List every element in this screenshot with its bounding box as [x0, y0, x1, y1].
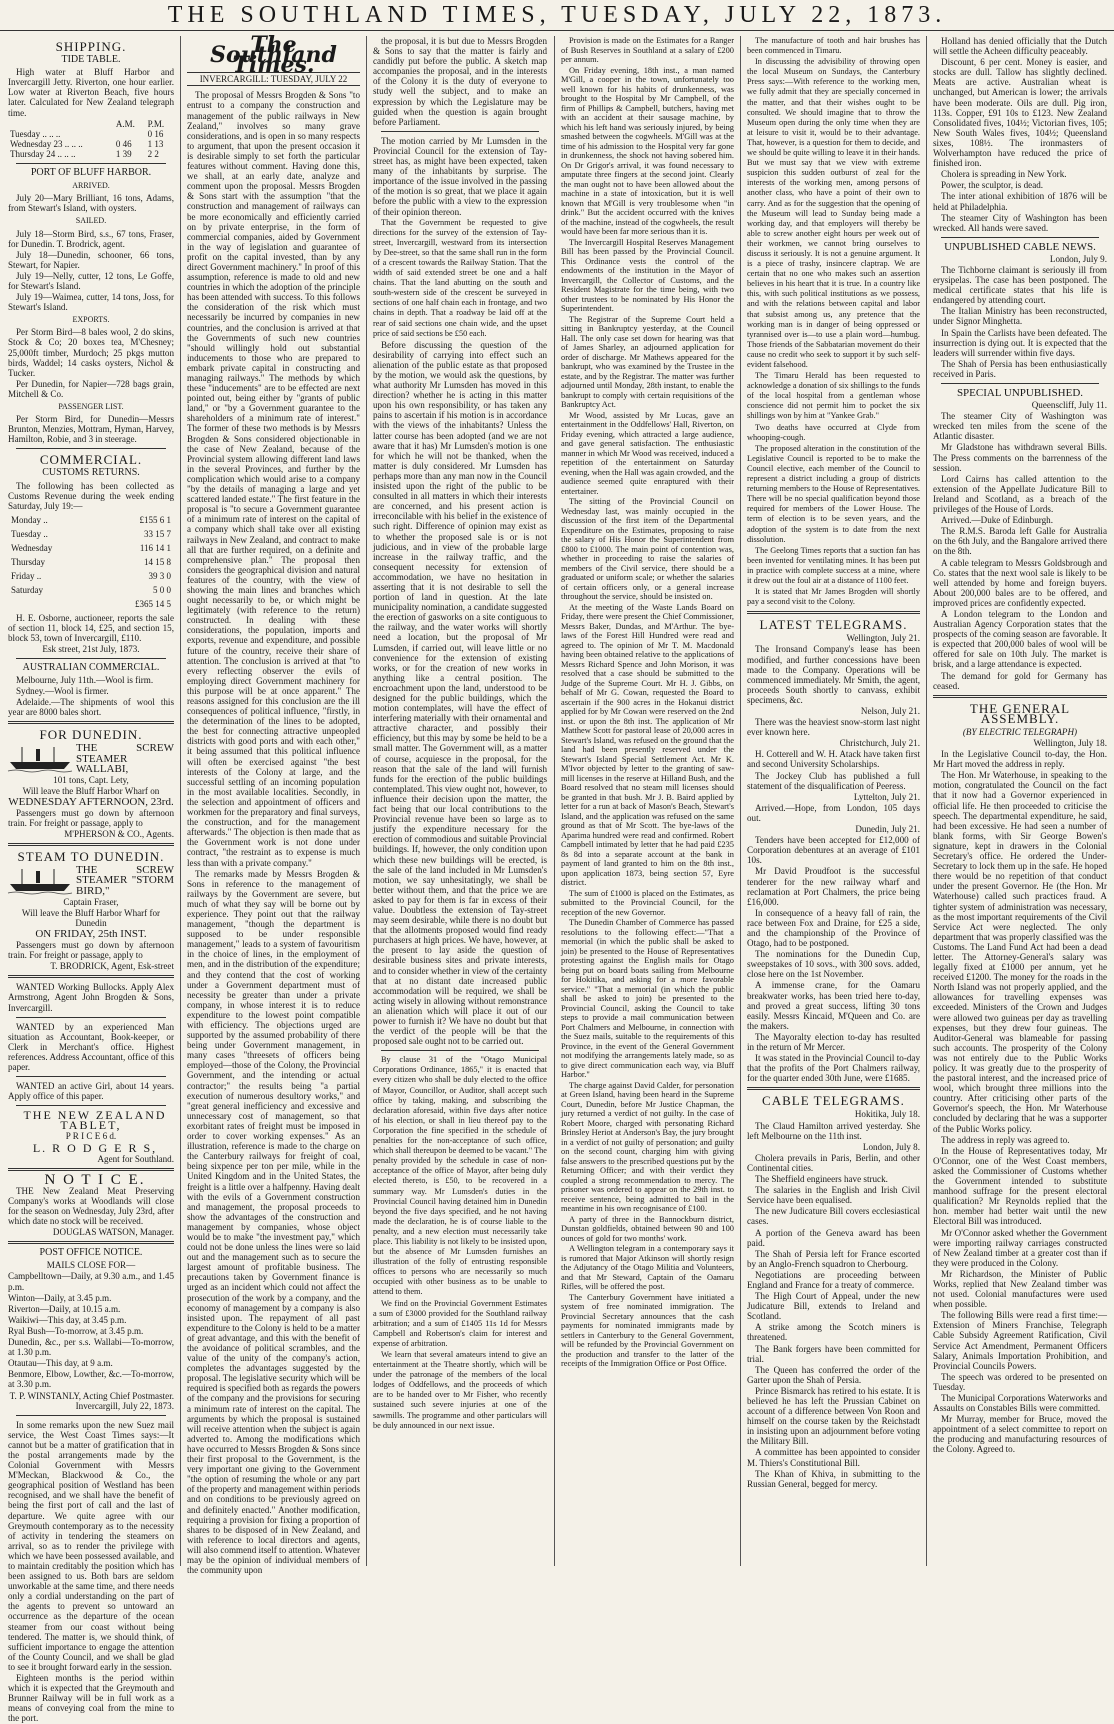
- customs-day: Tuesday ..: [11, 528, 48, 539]
- telegram-item: The Bank forgers have been committed for trial.: [747, 1343, 920, 1364]
- divider: [381, 1050, 539, 1051]
- article-paragraph: The Canterbury Government have initiated a system of free nominated immigration. The Provincial Secretary announces that the cash payments for nominated immigrants made by settlers in Canterbury to the General Government, will be refunded by the Provincial Government on the production and transfer to the latter of the receipts of the Immigration Office or Post Office.: [561, 1292, 734, 1368]
- divider: [16, 1017, 166, 1018]
- aus-text: Melbourne, July 11th.—Wool is firm.: [16, 674, 154, 685]
- dateline: Dunedin, July 21.: [855, 824, 920, 835]
- wallabi-day: WEDNESDAY AFTERNOON, 23rd.: [8, 795, 174, 808]
- steam-heading: STEAM TO DUNEDIN.: [17, 849, 165, 865]
- tide-cell: 1 39: [115, 148, 132, 159]
- telegram-item: The Queen has conferred the order of the Garter upon the Shah of Persia.: [747, 1364, 920, 1385]
- article-paragraph: the proposal, it is but due to Messrs Brogden & Sons to say that the matter is fairly and candidly put before the public. A sketch map accompanies the proposal, and in the interests of the Colony it is the duty of everyone to study well the subject, and to make an expression by which the Legislature may be guided when the question is again brought before Parliament.: [373, 36, 547, 127]
- article-paragraph: At the meeting of the Waste Lands Board on Friday, there were present the Chief Commissioner, Messrs Baker, Dundas, and M'Arthur. The bye-laws of the Forest Hill Hundred were read and agreed to. The opinion of Mr T. M. Macdonald having been obtained relative to the applications of Messrs Richard Spence and John Morison, it was resolved that a case should be submitted to the Judge of the Supreme Court. Mr H. J. Gibbs, on behalf of Mr G. Cowan, requested the Board to ascertain if the 900 acres in the Hokanui district applied for by Mr Cowan were reserved on the 2nd inst. or upon the 8th inst. The application of Mr Matthew Scott for pastoral lease of 20,000 acres in Stewart's Island, was refused on the ground that the land had been presently reserved under the Stewart's Island Special Settlement Act. Mr K. M'Ivor objected by letter to the granting of saw-mill licenses in the reserve at Hilland Bush, and the Board resolved that no steam mill licenses should be granted in that bush. Mr J. B. Baird applied by letter for a run at back of Mason's Beach, Stewart's Island, and the application was refused on the same ground as that of Mr Scott. The bye-laws of the Aparima hundred were read and confirmed. Robert Campbell intimated by letter that he had paid £235 8s 8d into a separate account at the bank in payment of land granted to him on the 8th inst., upon application 1873, being section 57, Eyre district.: [561, 602, 734, 887]
- column-4: [561, 36, 734, 1570]
- tide-cell: 1 13: [147, 138, 164, 149]
- mail-item: Winton—Daily, at 3.45 p.m.: [8, 1292, 112, 1303]
- dateline: London, July 8.: [862, 1141, 920, 1152]
- passenger-label: PASSENGER LIST.: [58, 402, 124, 411]
- special-unpublished-heading: SPECIAL UNPUBLISHED.: [956, 387, 1084, 399]
- telegram-item: It was stated in the Provincial Council to-day that the profits of the Port Chalmers railway, for the quarter ended 30th June, were £1685.: [747, 1053, 920, 1084]
- dateline: Hokitika, July 18.: [854, 1109, 920, 1120]
- column-rule: [926, 36, 927, 1566]
- storm-headline: THE SCREW STEAMER "STORM BIRD,": [76, 864, 174, 897]
- wallabi-headline: THE SCREW STEAMER WALLABI,: [76, 742, 174, 775]
- telegram-item: The salaries in the English and Irish Civil Service have been equalised.: [747, 1185, 920, 1206]
- divider: [941, 237, 1099, 238]
- telegram-item: The new Judicature Bill covers ecclesiastical cases.: [747, 1206, 920, 1227]
- customs-day: Wednesday: [11, 543, 53, 554]
- passenger-text: Per Storm Bird, for Dunedin—Messrs Brunton, Menzies, Mottram, Hyman, Harvey, Hamilton, Robie, and 3 in steerage.: [8, 414, 174, 445]
- divider: [16, 163, 166, 164]
- tide-cell: Thursday 24 .. .. ..: [10, 148, 76, 159]
- divider: [381, 131, 539, 132]
- customs-intro: The following has been collected as Customs Revenue during the week ending Saturday, July 19:—: [8, 480, 174, 511]
- wallabi-agent: M'PHERSON & CO., Agents.: [64, 829, 174, 840]
- storm-day: ON FRIDAY, 25th INST.: [35, 927, 147, 940]
- esk-text: Esk street, 21st July, 1873.: [42, 643, 140, 654]
- article-paragraph: In the House of Representatives today, Mr O'Connor, one of the West Coast members, asked the Commissioner of Customs whether the Government intended to substitute manhood suffrage for the present electoral qualification? Mr Reynolds replied that the hon. member had better wait until the new Electoral Bill was introduced.: [933, 1145, 1107, 1227]
- article-paragraph: We learn that several amateurs intend to give an entertainment at the Theatre shortly, which will be under the patronage of the members of the local lodges of Oddfellows, and the proceeds of which are to be handed over to Mr Fisher, who recently sustained such severe injuries at one of the sawmills. The programme and other particulars will be duly announced in our next issue.: [373, 1350, 547, 1430]
- article-paragraph: The Invercargill Hospital Reserves Management Bill has been passed by the Provincial Council. This Ordinance vests the control of the endowments of the institution in the Mayor of Invercargill, the Collector of Customs, and the Resident Magistrate for the time being, with two other trustees to be nominated by His Honor the Superintendent.: [561, 237, 734, 313]
- tablet-title: THE NEW ZEALAND TABLET,: [23, 1108, 167, 1133]
- notice-signature: DOUGLAS WATSON, Manager.: [52, 1227, 174, 1238]
- dateline: Lyttelton, July 21.: [853, 791, 920, 802]
- wallabi-tons: 101 tons, Capt. Lety,: [53, 774, 129, 785]
- telegram-item: The Shah of Persia left for France escorted by an Anglo-French squadron to Cherbourg.: [747, 1248, 920, 1269]
- article-paragraph: The Geelong Times reports that a suction fan has been invented for ventilating mines. It has been put in practice with complete success at a mine, where it drew out the foul air at a distance of 1100 feet.: [747, 545, 920, 585]
- telegram-item: The steamer City of Washington was wrecked ten miles from the scene of the Atlantic disaster.: [933, 411, 1107, 442]
- general-assembly-heading: THE GENERAL ASSEMBLY.: [969, 700, 1071, 726]
- for-dunedin-heading: FOR DUNEDIN.: [39, 727, 143, 743]
- newspaper-logo: The Southland Times.: [210, 32, 337, 79]
- mail-item: Waikiwi—This day, at 3.45 p.m.: [8, 1314, 127, 1325]
- divider: [16, 658, 166, 659]
- article-paragraph: In the Legislative Council to-day, the Hon. Mr Hart moved the address in reply.: [933, 749, 1107, 770]
- customs-amount: 14 15 8: [144, 557, 171, 568]
- article-paragraph: The sum of £1000 is placed on the Estimates, as submitted to the Provincial Council, for the reception of the new Governor.: [561, 888, 734, 917]
- telegram-item: Lord Cairns has called attention to the extension of the Appellate Judicature Bill to Ireland and Scotland, as a breach of the privileges of the House of Lords.: [933, 473, 1107, 515]
- telegram-item: In Spain the Carlists have been defeated. The insurrection is dying out. It is expected that the leaders will surrender within five days.: [933, 327, 1107, 358]
- storm-will: Will leave the Bluff Harbor Wharf for Dunedin: [21, 907, 161, 928]
- article-paragraph: The charge against David Calder, for personation at Green Island, having been heard in the Supreme Court, Dunedin, before Mr Justice Chapman, the jury returned a verdict of not guilty. In the case of Robert Moore, charged with personating Richard Brinsley Heriot at Anderson's Bay, the jury brought in a verdict of not guilty of personation; and guilty on the second count, charging him with giving false answers to the prescribed questions put by the Returning Officer; and with their verdict they coupled a strong recommendation to mercy. The prisoner was ordered to appear on the 29th inst. to receive sentence, being admitted to bail in the meantime in his own recognisance of £100.: [561, 1080, 734, 1213]
- customs-table: [8, 512, 174, 613]
- column-5: [747, 36, 920, 1570]
- article-paragraph: The speech was ordered to be presented on Tuesday.: [933, 1371, 1107, 1392]
- article-paragraph: The manufacture of tooth and hair brushes has been commenced in Timaru.: [747, 36, 920, 56]
- port-heading: PORT OF BLUFF HARBOR.: [30, 167, 152, 179]
- telegram-item: Mr David Proudfoot is the successful tenderer for the new railway wharf and reclamation at Port Chalmers, the price being £16,000.: [747, 866, 920, 907]
- telegram-item: Negotiations are proceeding between England and France for a treaty of commerce.: [747, 1269, 920, 1290]
- column-rule: [180, 36, 181, 1566]
- telegram-item: Cholera is spreading in New York.: [941, 169, 1067, 180]
- telegram-item: The Italian Ministry has been reconstructed, under Signor Minghetta.: [933, 306, 1107, 327]
- telegram-item: Arrived.—Hope, from London, 105 days out.: [747, 802, 920, 823]
- customs-day: Thursday: [11, 557, 45, 568]
- tide-table: [8, 119, 174, 159]
- tide-head: P.M.: [147, 118, 165, 129]
- article-paragraph: The Municipal Corporations Waterworks and Assaults on Constables Bills were committed.: [933, 1393, 1107, 1414]
- mail-item: Benmore, Elbow, Lowther, &c.—To-morrow, at 3.30 p.m.: [8, 1369, 175, 1390]
- tide-cell: 0 46: [115, 138, 132, 149]
- sailed-text: July 19—Waimea, cutter, 14 tons, Joss, for Stewart's Island.: [8, 292, 174, 313]
- column-1: [8, 36, 175, 1724]
- aus-text: Adelaide.—The shipments of wool this year are 8000 bales short.: [8, 697, 174, 718]
- telegram-item: The Claud Hamilton arrived yesterday. She left Melbourne on the 11th inst.: [747, 1120, 920, 1141]
- telegram-item: The demand for gold for Germany has ceased.: [933, 670, 1107, 691]
- article-paragraph: On Friday evening, 18th inst., a man named M'Gill, a cooper in the town, unfortunately too well known for his habits of drunkenness, was brought to the Hospital by Mr Campbell, of the firm of Phillips & Campbell, butchers, having met with an accident at their sausage machine, by which his left hand was seriously injured, by being smashed between the cogwheels. M'Gill was at the time of his admission to the Hospital very far gone in drunkenness, the shock not having sobered him. On Dr Grigor's arrival, it was found necessary to amputate three fingers at the second joint. Clearly the man ought not to have been allowed about the machine in a state of intoxication, but it is well known that M'Gill is very troublesome when "in drink." But the accident occurred with the knives of the machine, instead of the cogwheels, the result would have been far more serious than it is.: [561, 65, 734, 236]
- article-paragraph: A party of three in the Bannockburn district, Dunstan goldfields, obtained between 90 and 100 ounces of gold for two months' work.: [561, 1214, 734, 1243]
- divider: [8, 721, 174, 724]
- wallabi-will: Will leave the Bluff Harbor Wharf on: [22, 785, 160, 796]
- dateline: Queenscliff, July 11.: [1031, 400, 1107, 411]
- article-paragraph: That the Government be requested to give directions for the survey of the extension of Tay-street, Invercargill, westward from its intersection by Dee-street, so that the same shall run in the form of a crescent towards the Railway Station. That the width of said extended street be one and a half chains. That the land abutting on the south and south-western side of the crescent be surveyed in sections of one half chain each in frontage, and two chains in depth. That a roadway be laid off at the rear of said sections one chain wide, and the upset price of said sections be £50 each.: [373, 217, 547, 338]
- steamship-icon: [8, 745, 72, 773]
- tide-cell: [114, 129, 146, 139]
- customs-day: Monday ..: [11, 514, 48, 525]
- column-rule: [554, 36, 555, 1566]
- aus-text: Sydney.—Wool is firmer.: [16, 686, 109, 697]
- exports-text: Per Storm Bird—8 bales wool, 2 do skins, Stock & Co; 20 boxes tea, M'Chesney; 25,000ft timber, Murdoch; 25 pkgs mutton birds, Waddel; 14 casks oysters, Nichol & Tucker.: [8, 327, 174, 378]
- article-paragraph: The Hon. Mr Waterhouse, in speaking to the motion, congratulated the Council on the fact that it now had a Governor experienced in official life. He then proceeded to criticise the speech. The departmental expenditure, he said, had been excessive. He had seen a number of blank forms, with Sir George Bowen's signature, kept in drawers in the Colonial Secretary's office. He ordered the Under-Secretary to lock them up in the safe. He hoped there would be no repetition of that conduct under the present Governor. He (the Hon. Mr Waterhouse) called such practices fraud. A tighter system of administration was necessary, as the most important requirements of the Civil Service Act were neglected. The only department that was properly classified was the Customs. The Land Fund Act had been a dead letter. The Attorney-General's salary was legally fixed at £1000 per annum, yet he received £1200. The money for the roads in the North Island was not properly applied, and the allowances for travelling expenses was exceeded. Ministers of the Crown and Judges were allowed two guineas per day as travelling expenses, but they drew four guineas. The Auditor-General was blameable for passing such accounts. The prosperity of the Colony was not entirely due to the Public Works policy. It was greatly due to the prosperity of the pastoral interest, and the increased price of wool, which brought three millions into the country. After criticising other parts of the Governor's speech, the Hon. Mr Waterhouse concluded by declaring that he was a supporter of the Public Works policy.: [933, 770, 1107, 1134]
- divider: [747, 1087, 920, 1090]
- article-paragraph: The proposed alteration in the constitution of the Legislative Council is reported to be to make the Council elective, each member of the Council to represent a district including a group of districts returning members to the House of Representatives. There will be no special qualification beyond those required for members of the Lower House. The term of election is to be seven years, and the adoption of the system is to date from the next dissolution.: [747, 443, 920, 544]
- customs-heading: CUSTOMS RETURNS.: [42, 467, 140, 479]
- telegram-item: In consequence of a heavy fall of rain, the race between Fox and Draine, for £25 a side, and the championship of the Province of Otago, had to be postponed.: [747, 907, 920, 949]
- unpublished-cable-heading: UNPUBLISHED CABLE NEWS.: [944, 240, 1096, 253]
- arrived-text: July 20—Mary Brilliant, 16 tons, Adams, from Stewart's Island, with oysters.: [8, 193, 174, 214]
- tide-cell: Wednesday 23 .. .. ..: [10, 138, 83, 149]
- telegram-item: The inter ational exhibition of 1876 will be held at Philadelphia.: [933, 191, 1107, 212]
- tide-head: [8, 119, 114, 129]
- storm-captain: Captain Fraser,: [63, 896, 119, 907]
- dateline: London, July 9.: [1049, 253, 1107, 264]
- telegram-item: Discount, 6 per cent. Money is easier, and stocks are dull. Tallow has slightly declined. Meats are active. Australian wheat is unchanged, but American is lower; the arrivals have been moderate. Oils are dull. Pig iron, 113s. Copper, £91 10s to £123. New Zealand Consolidated fives, 104½; Victorian fives, 105; New South Wales fives, 104½; Queensland sixes, 108½. The ironmasters of Wolverhampton have reduced the price of finished iron.: [933, 57, 1107, 169]
- mail-item: Otautau—This day, at 9 a.m.: [8, 1358, 113, 1369]
- telegram-item: H. Cotterell and W. H. Atack have taken first and second University Scholarships.: [747, 749, 920, 770]
- customs-amount: 33 15 7: [144, 528, 171, 539]
- mail-item: Campbelltown—Daily, at 9.30 a.m., and 1.45 p.m.: [8, 1271, 174, 1292]
- telegram-item: The Sheffield engineers have struck.: [755, 1174, 888, 1185]
- article-paragraph: The motion carried by Mr Lumsden in the Provincial Council for the extension of Tay-street has, as might have been expected, taken many of the inhabitants by surprise. The importance of the issue involved in the passing of the motion is so great, that we place it again before the public with a view to the expression of their opinion thereon.: [373, 135, 547, 217]
- article-paragraph: The address in reply was agreed to.: [941, 1134, 1070, 1145]
- telegram-item: The Shah of Persia has been enthusiastically received in Paris.: [933, 358, 1107, 379]
- article-paragraph: Provision is made on the Estimates for a Ranger of Bush Reserves in Southland at a salary of £200 per annum.: [561, 36, 734, 64]
- dateline: Christchurch, July 21.: [839, 738, 920, 749]
- article-paragraph: Eighteen months is the period within which it is expected that the Greymouth and Brunner Railway will be in full work as a means of conveying coal from the mine to the port.: [8, 1673, 174, 1724]
- telegram-item: The Khan of Khiva, in submitting to the Russian General, begged for mercy.: [747, 1468, 920, 1489]
- wallabi-pass: Passengers must go down by afternoon train. For freight or passage, apply to: [8, 808, 174, 829]
- sailed-text: July 18—Storm Bird, s.s., 67 tons, Fraser, for Dunedin. T. Brodrick, agent.: [8, 228, 174, 249]
- storm-agent: T. BRODRICK, Agent, Esk-street: [50, 961, 174, 972]
- divider: [8, 843, 174, 846]
- article-paragraph: A Wellington telegram in a contemporary says it is rumored that Major Atkinson will shortly resign the Adjutancy of the Otago Militia and Volunteers, and that Mr Steward, Captain of the Oamaru Rifles, will be offered the post.: [561, 1244, 734, 1291]
- mail-item: Dunedin, &c., per s.s. Wallabi—To-morrow, at 1.30 p.m.: [8, 1337, 174, 1358]
- telegram-item: A immense crane, for the Oamaru breakwater works, has been tried here to-day, and proved a great success, lifting 30 tons easily. Messrs Kincaid, M'Queen and Co. are the makers.: [747, 980, 920, 1031]
- telegram-item: The R.M.S. Baroda left Galle for Australia on the 6th July, and the Bangalore arrived there on the 8th.: [933, 526, 1107, 557]
- aus-heading: AUSTRALIAN COMMERCIAL.: [22, 661, 160, 673]
- divider: [16, 1415, 166, 1416]
- divider: [8, 1241, 174, 1244]
- customs-amount: 116 14 1: [139, 543, 171, 554]
- customs-amount: 5 0 0: [153, 585, 171, 596]
- telegram-item: The High Court of Appeal, under the new Judicature Bill, extends to Ireland and Scotland.: [747, 1291, 920, 1322]
- mail-item: Ryal Bush—To-morrow, at 3.45 p.m.: [8, 1325, 144, 1336]
- telegram-item: The Tichborne claimant is seriously ill from erysipelas. The case has been postponed. The medical certificate states that his life is endangered by attending court.: [933, 264, 1107, 306]
- column-6: [933, 36, 1107, 1570]
- telegram-item: Holland has denied officially that the Dutch will settle the Acheen difficulty peaceably.: [933, 36, 1107, 57]
- telegram-item: The Ironsand Company's lease has been modified, and further concessions have been made to the Company. Operations will be commenced immediately. Mr Smith, the agent, proceeds South shortly to canvass, exhibit specimens, &c.: [747, 644, 920, 705]
- telegram-item: The Jockey Club has published a full statement of the disqualification of Peeress.: [747, 770, 920, 791]
- customs-amount: 39 3 0: [148, 571, 171, 582]
- column-rule: [740, 36, 741, 1566]
- arrived-label: ARRIVED.: [72, 181, 110, 191]
- tide-note: High water at Bluff Harbor and Invercargill Jetty. Riverton, one hour earlier. Low water at Riverton Beach, five hours later. Calculated for New Zealand telegraph time.: [8, 67, 174, 118]
- divider: [16, 448, 166, 449]
- article-paragraph: Two deaths have occurred at Clyde from whooping-cough.: [747, 422, 920, 442]
- osborne-text: H. E. Osborne, auctioneer, reports the sale of section 11, block 14, £25, and section 15, block 53, town of Invercargill, £110.: [8, 612, 174, 643]
- sailed-text: July 19—Nelly, cutter, 12 tons, Le Goffe, for Stewart's Island.: [8, 270, 174, 291]
- article-paragraph: We find on the Provincial Government Estimates a sum of £3000 provided for the Southland railway arbitration; and a sum of £1405 11s 1d for Messrs Campbell and Robertson's claim for interest and expense of arbitration.: [373, 1298, 547, 1348]
- telegram-item: A London telegram to the London and Australian Agency Corporation states that the prospects of the coming season are favorable. It is expected that 200,000 bales of wool will be offered for sale on 10th July. The market is brisk, and a large attendance is expected.: [933, 608, 1107, 670]
- dateline: Wellington, July 21.: [846, 633, 920, 644]
- telegram-item: Power, the sculptor, is dead.: [941, 180, 1044, 191]
- column-2: [187, 32, 360, 1576]
- dateline: Nelson, July 21.: [860, 706, 920, 716]
- telegram-item: The nominations for the Dunedin Cup, sweepstakes of 10 sovs., with 300 sovs. added, close here on the 1st November.: [747, 949, 920, 980]
- dateline: Wellington, July 18.: [1033, 738, 1107, 748]
- customs-day: Friday ..: [11, 571, 42, 582]
- telegram-item: A cable telegram to Messrs Goldsbrough and Co. states that the next wool sale is likely to be well attended by home and foreign buyers. About 200,000 bales are to be offered, and improved prices are confidently expected.: [933, 557, 1107, 608]
- wanted-ad: WANTED Working Bullocks. Apply Alex Armstrong, Agent John Brogden & Sons, Invercargill.: [8, 982, 174, 1013]
- telegram-item: The Mayoralty election to-day has resulted in the return of Mr Mercer.: [747, 1031, 920, 1052]
- divider: [747, 611, 920, 614]
- article-paragraph: Mr O'Connor asked whether the Government were importing railway carriages constructed of New Zealand timber at a greater cost than if they were produced in the Colony.: [933, 1227, 1107, 1268]
- tide-cell: 0 16: [147, 128, 164, 139]
- latest-telegrams-heading: LATEST TELEGRAMS.: [759, 617, 908, 633]
- tablet-price: P R I C E 6 d.: [65, 1131, 117, 1142]
- wanted-ad: WANTED an active Girl, about 14 years. Apply office of this paper.: [8, 1081, 174, 1102]
- article-paragraph: Mr Richardson, the Minister of Public Works, replied that New Zealand timber was not used. Colonial manufactures were used when possible.: [933, 1268, 1107, 1310]
- article-paragraph: The remarks made by Messrs Brogden & Sons in reference to the management of railways by the Government are severe, but much of what they say will be borne out by experience. They point out that the railway management, "though the department is supposed to be under responsible management," leads to a system of favouritism in the choice of lines, in the employment of men, and in the distribution of the expenditure; and they contend that the cost of working under a Government department must of necessity be greater than under a private company, in whose interest it is to reduce expenditure to the lowest point compatible with efficiency. The objections urged are supported by the assumed probability of there being under Government management, in many cases "threesets of officers being employed—those of the Colony, the Provincial Government, and the intending or actual contractor;" the results being "a partial execution of numerous desultory works," and "great general inefficiency and excessive and unnecessary cost of management, so that exorbitant rates of freight must be imposed in order to cover working expenses." As an illustration, reference is made to the charge on the Canterbury railways for freight of coal, being sixpence per ton per mile, while in the United Kingdom and in the United States, the freight is a little over a halfpenny. Having dealt with the evils of a Government construction and management, the proposal proceeds to show the advantages of the construction and management by companies, whose object would be to make "the investment pay," which could not be done unless the lines were so laid out and the management such as to secure the largest amount of profitable business. The precautions taken by Government finance is urged as an incident which could not affect the prosecution of the work by a company, and the economy of management by a company is also insisted upon. The repayment of all past expenditure to the Colony is held to be a matter of great advantage, and this with the benefit of the avoidance of political scrambles, and the value of the unity of the company's action, completes the advantages suggested by the proposal. The legislative security which will be required is specified both as regards the powers of the company and the provisions for securing a minimum rate of interest on the capital. The arguments by which the proposal is sustained will receive attention when the subject is again adverted to. Among the modifications which have occurred to Messrs Brogden & Sons since their first proposal to the Government, is the very important one giving to the Government "the option of resuming the whole or any part of the property and management within periods and on conditions to be previously agreed on and definitely enacted." Another modification, requiring a provision for fixing a proportion of shares to be disposed of in New Zealand, and with reference to local directors and agents, will also commend itself to attention. Whatever may be the opinion of individual members of the community upon: [187, 868, 360, 1576]
- steamship-icon: [8, 867, 72, 895]
- sailed-label: SAILED.: [75, 216, 107, 226]
- divider: [8, 1168, 174, 1171]
- telegram-item: Mr Gladstone has withdrawn several Bills. The Press comments on the barrenness of the session.: [933, 442, 1107, 473]
- tide-head: A.M.: [115, 118, 135, 129]
- telegram-item: The steamer City of Washington has been wrecked. All hands were saved.: [933, 212, 1107, 233]
- article-paragraph: The Timaru Herald has been requested to acknowledge a donation of six shillings to the funds of the local hospital from a gentleman whose conscience did not permit him to pocket the six shillings won by him at "Yankee Grab.": [747, 371, 920, 421]
- rodgers-name: L. R O D G E R S,: [32, 1140, 158, 1155]
- column-3: [373, 36, 547, 1570]
- tide-cell: Tuesday .. .. ..: [10, 128, 61, 139]
- divider: [16, 1105, 166, 1106]
- divider: [941, 383, 1099, 384]
- rodgers-agent: Agent for Southland.: [97, 1153, 174, 1164]
- telegram-item: Tenders have been accepted for £12,000 of Corporation debentures at an average of £101 10s.: [747, 835, 920, 866]
- divider: [933, 695, 1107, 698]
- article-paragraph: The sitting of the Provincial Council on Wednesday last, was mainly occupied in the discussion of the first item of the Departmental Expenditure on the Estimates, proposing to raise the salary of His Honor the Superintendent from £800 to £1000. The main point of contention was, whether in proceeding to raise the salaries of members of the Civil service, there should be a graduated or uniform scale; or whether the salaries of certain officers only, or a general increase throughout the service, should be insisted on.: [561, 497, 734, 601]
- divider: [16, 1076, 166, 1077]
- article-paragraph: It is stated that Mr James Brogden will shortly pay a second visit to the Colony.: [747, 587, 920, 607]
- customs-amount: £155 6 1: [139, 514, 171, 525]
- customs-total: £365 14 5: [135, 599, 171, 610]
- tide-table-heading: TIDE TABLE.: [61, 54, 121, 66]
- article-paragraph: In some remarks upon the new Suez mail service, the West Coast Times says:—It cannot but be a matter of gratification that in the postal arrangements made by the Colonial Government with Messrs M'Meckan, Blackwood & Co., the geographical position of Westland has been recognised, and we shall have the benefit of being the first port of call and the last of departure. We quite agree with our Greymouth contemporary as to the necessity of activity in tendering the steamers on arrival, so as to render the privilege with which we have been possessed available, and to maintain creditably the position which has been assigned to us. Both bars are seldom unworkable at the same time, and there needs only a cordial understanding on the part of the agents to prevent so untoward an occurrence as the departure of the ocean steamer from our coast without being tendered. The matter is, we should think, of sufficient importance to engage the attention of the County Council, and we shall be glad to see it brought forward early in the session.: [8, 1419, 174, 1672]
- dateline: INVERCARGILL: TUESDAY, JULY 22: [187, 72, 360, 86]
- telegram-item: A strike among the Scotch miners is threatened.: [747, 1322, 920, 1343]
- article-paragraph: Mr Wood, assisted by Mr Lucas, gave an entertainment in the Oddfellows' Hall, Riverton, on Friday evening, which attracted a large audience, and gave general satisfaction. The enthusiastic manner in which Mr Wood was received, induced a repetition of the entertainment on Saturday evening, when the Hall was again crowded, and the audience seemed quite enraptured with their entertainer.: [561, 410, 734, 496]
- cable-telegrams-heading: CABLE TELEGRAMS.: [762, 1093, 905, 1109]
- article-paragraph: The following Bills were read a first time:—Extension of Miners Franchise, Telegraph Cable Subsidy Agreement Ratification, Civil Service Act Amendment, Permanent Officers Salary, Animals Importation Prohibition, and Provincial Councils Powers.: [933, 1310, 1107, 1371]
- exports-label: EXPORTS.: [72, 315, 110, 325]
- sailed-text: July 18—Dunedin, schooner, 66 tons, Stewart, for Napier.: [8, 249, 174, 270]
- commercial-heading: COMMERCIAL.: [39, 452, 143, 468]
- customs-day: Saturday: [11, 585, 43, 596]
- notice-text: THE New Zealand Meat Preserving Company's works at Woodlands will close for the season on Wednesday, July 23rd, after which date no stock will be received.: [8, 1185, 174, 1227]
- notice-heading: N O T I C E.: [44, 1171, 146, 1188]
- telegram-item: There was the heaviest snow-storm last night ever known here.: [747, 717, 920, 738]
- wanted-ad: WANTED by an experienced Man situation as Accountant, Book-keeper, or Clerk in Merchant's office. Highest references. Address Accountant, office of this paper.: [8, 1021, 174, 1072]
- post-office-heading: POST OFFICE NOTICE.: [39, 1247, 143, 1259]
- telegram-item: Prince Bismarck has retired to his estate. It is believed he has left the Prussian Cabinet on account of a difference between Von Roon and himself on the course taken by the Reichstadt in insisting upon an adjournment before voting the Military Bill.: [747, 1385, 920, 1447]
- post-office-sub: MAILS CLOSE FOR—: [46, 1260, 136, 1271]
- article-paragraph: The Dunedin Chamber of Commerce has passed resolutions to the following effect:—"That a memorial (in which the public shall be asked to join) be presented to the House of Representatives protesting against the English mails for Otago being put on board boats sailing from Melbourne for Hokitika, and asking for a more favorable service." "That a memorial (in which the public shall be asked to join) be presented to the Provincial Council, asking the Council to take steps to provide a mail communication between Port Chalmers and Melbourne, in connection with the Suez mails, suitable to the requirements of this Province, in the event of the General Government not modifying the arrangements lately made, so as to give direct communication each way, via Bluff Harbor.": [561, 918, 734, 1079]
- tide-cell: 2 2: [147, 148, 159, 159]
- exports-text: Per Dunedin, for Napier—728 bags grain, Mitchell & Co.: [8, 378, 174, 399]
- article-paragraph: By clause 31 of the "Otago Municipal Corporations Ordinance, 1865," it is enacted that every citizen who shall be duly elected to the office of Mayor, Councillor, or Auditor, shall accept such office by taking, making, and subscribing the declaration aforesaid, within five days after notice of his election, or shall in lieu thereof pay to the Corporation the fine specified in the schedule of penalties for the non-acceptance of such office, which shall thereupon be deemed to be vacant." The penalty provided by the schedule in case of non-acceptance of the office of Mayor, after being duly elected thereto, is £50, to be recovered in a summary way. Mr Lumsden's duties in the Provincial Council having detained him in Dunedin beyond the five days specified, and he not having made the declaration, he is of course liable to the penalty, and a new election must necessarily take place. This liability is not likely to be insisted upon, but the absence of Mr Lumsden furnishes an illustration of the folly of entrusting responsible offices to persons who are necessarily so much occupied with other business as to be unable to attend to them.: [373, 1055, 547, 1297]
- post-office-signature: T. P. WINSTANLY, Acting Chief Postmaster. Invercargill, July 22, 1873.: [9, 1390, 174, 1411]
- article-paragraph: Before discussing the question of the desirability of carrying into effect such an alienation of the public estate as that proposed by the motion, we would ask the questions, by what authority Mr Lumsden has moved in this direction? whether he is acting in this matter upon his own responsibility, or has taken any pains to ascertain if his motion is in accordance with the views of the inhabitants? Unless the latter course has been adopted (and we are not aware that it has) Mr Lumsden's motion is one for which he will not be thanked, when the matter is duly considered. Mr Lumsden has perhaps more than any man now in the Council insisted upon the right of the public to be consulted in all matters in which their interests are concerned, and his present action is irreconcilable with his belief in the existence of such right. Difference of opinion may exist as to whether the proposed sale is or is not judicious, and in view of the probable large increase in the railway traffic, and the consequent necessity for extension of accommodation, we have no hesitation in asserting that it is not desirable to sell the portion of land in question. At the late municipality nomination, a candidate suggested the erection of gasworks on a site contiguous to the railway, and the water works will shortly need a location, but the proposal of Mr Lumsden, if carried out, will leave little or no convenience for the extension of existing works, or for the creation of new works in anything like a central position. The encroachment upon the land, understood to be designed for the public buildings, which the motion contemplates, will have the effect of interfering materially with their ornamental and attractive character, and possibly their efficiency, but this may by some be held to be a small matter. The Government will, as a matter of course, acquiesce in the proposal, for the reason that the sale of the land will furnish funds for the erection of the public buildings contemplated. This view ought not, however, to influence their decision upon the matter, the fact being that our local contributions to the Provincial revenue have been so large as to justify the expenditure necessary for the erection of commodious and suitable Provincial buildings. If, however, the only condition upon which these new buildings will be erected, is the sale of the land included in Mr Lumsden's motion, we say unhesitatingly, we shall be better without them, and that the price we are asked to pay for them is far in excess of their value. Doubtless the extension of Tay-street may seem desirable, while there is no doubt but that the allotments proposed would find ready purchasers at high prices. We have, however, at the present to lay aside the question of desirable business sites and private interests, and to consider whether in view of the certainty that at no distant date increased public accommodation will be required, we shall be acting wisely in allowing without remonstrance an alienation which will place it out of our power to furnish it? We have no doubt but that the verdict of the people will be that the proposed sale ought not to be carried out.: [373, 339, 548, 1047]
- article-paragraph: The proposal of Messrs Brogden & Sons "to entrust to a company the construction and management of the public railways in New Zealand," involves so many grave considerations, and is open in so many respects to argument, that upon the present occasion it is desirable simply to set forth the particular features without comment. Having done this, we shall, at an early date, analyze and comment upon the proposal. Messrs Brogden & Sons start with the assumption "that the construction and management of railways can be more economically and efficiently carried on by private enterprise, in the form of commercial companies, aided by Government in the way of legislation and guarantee of profit on the capital invested, than by any direct Government machinery." In proof of this assumption, reference is made to old and new countries in which the adoption of the principle has been attended with success. To this follows the consideration of the risk which must necessarily be incurred by companies in new countries, and the conclusion is arrived at that the Governments of such new countries "should willingly hold out substantial inducements to those who are prepared to embark private capital in constructing and managing railways." The methods by which these "inducements" are to be effected are next pointed out, being either by "grants of public land," or "by a Government guarantee to the shareholders of a minimum rate of interest." The former of these two methods is by Messrs Brogden & Sons considered objectionable in the case of New Zealand, because of the Provincial system allowing different land laws in the several Provinces, and further by the complication which would arise to a company "by the details of managing a large and yet scattered landed estate." The first feature in the proposal is "to secure a Government guarantee of a minimum rate of interest on the capital of a company which shall take over all existing railways in New Zealand, and contract to make all that are further required, on a definite and comprehensive plan." The proposal then considers the geographical division and natural features of the country, with the view of showing the main lines and branches which ought necessarily to be, or which might be legitimately (with reference to the return) constructed. In dealing with these considerations, the population, imports and exports, revenue and expenditure, and possible future of the country, receive their share of attention. The conclusion is arrived at that "to every reflecting observer the evils of employing direct Government machinery for this purpose will be at once apparent." The reasons assigned for this conclusion are the ill consequences of political influence, "firstly, in the determination of the lines to be adopted, the best for connecting attractive unpeopled districts with good ports and with each other," it being assumed that this political influence will often be exercised against "the best interests of the Colony at large, and the successful settling of an incoming population in the most available localities. Secondly, in the selection and appointment of officers and workmen for the preparatory and final surveys, the construction, and for the management afterwards." The objection is then made that as the Government work is not done under contract, "the restraint as to expense is much less than with a private company.": [187, 90, 360, 868]
- divider: [8, 975, 174, 978]
- column-rule: [366, 36, 367, 1566]
- storm-pass: Passengers must go down by afternoon train. For freight or passage, apply to: [8, 940, 174, 961]
- telegram-item: A committee has been appointed to consider M. Thiers's Constitutional Bill.: [747, 1447, 920, 1468]
- telegram-item: Cholera prevails in Paris, Berlin, and other Continental cities.: [747, 1152, 920, 1173]
- article-paragraph: Mr Murray, member for Bruce, moved the appointment of a select committee to report on the producing and manufacturing resources of the Colony. Agreed to.: [933, 1414, 1107, 1455]
- article-paragraph: The Registrar of the Supreme Court held a sitting in Bankruptcy yesterday, at the Council Hall. The only case set down for hearing was that of James Sharley, an adjourned application for order of discharge. Mr Mathews appeared for the bankrupt, who was examined by the Trustee in the estate, and by the Registrar. The matter was further adjourned until Monday, 28th instant, to enable the bankrupt to comply with certain requisitions of the Bankruptcy Act.: [561, 314, 734, 409]
- mail-item: Riverton—Daily, at 10.15 a.m.: [8, 1303, 121, 1314]
- article-paragraph: In discussing the advisibility of throwing open the local Museum on Sundays, the Canterbury Press says:—With reference to the working men, we fully admit that they are specially concerned in the matter, and that their wishes ought to be consulted. We should imagine that to throw the Museum open during the only time when they are at leisure to visit it, would be to their advantage. That, however, is a question for them to decide, and we should be quite willing to leave it in their hands. But we must say that we view with extreme suspicion this sudden outburst of zeal for the interests of the working men, among persons of another class, who have a point of their own to carry. And as for the suggestion that the opening of the Museum will lead to Sunday being made a working day, and that employers will thereby be able to screw another eight hours per week out of their workmen, we cannot bring ourselves to discuss it seriously. It is not a genuine argument. It is a piece of trashy, insincere claptrap. We are certain that no one who makes such an assertion believes in his heart that it is true. In a country like this, with such political institutions as we possess, and with the relations between capital and labor that subsist among us, any pretence that the working man is in danger of being oppressed or tyrannised over is—to use a plain word—humbug. Those friends of the Sabbatarian movement do their cause no credit who seek to support it by such self-evident falsehood.: [747, 57, 920, 369]
- general-assembly-sub: (BY ELECTRIC TELEGRAPH): [962, 726, 1078, 737]
- telegram-item: A portion of the Geneva award has been paid.: [747, 1227, 920, 1248]
- telegram-item: Arrived.—Duke of Edinburgh.: [941, 515, 1053, 526]
- masthead: THE SOUTHLAND TIMES, TUESDAY, JULY 22, 1873.: [0, 0, 1114, 31]
- shipping-heading: SHIPPING.: [55, 39, 127, 54]
